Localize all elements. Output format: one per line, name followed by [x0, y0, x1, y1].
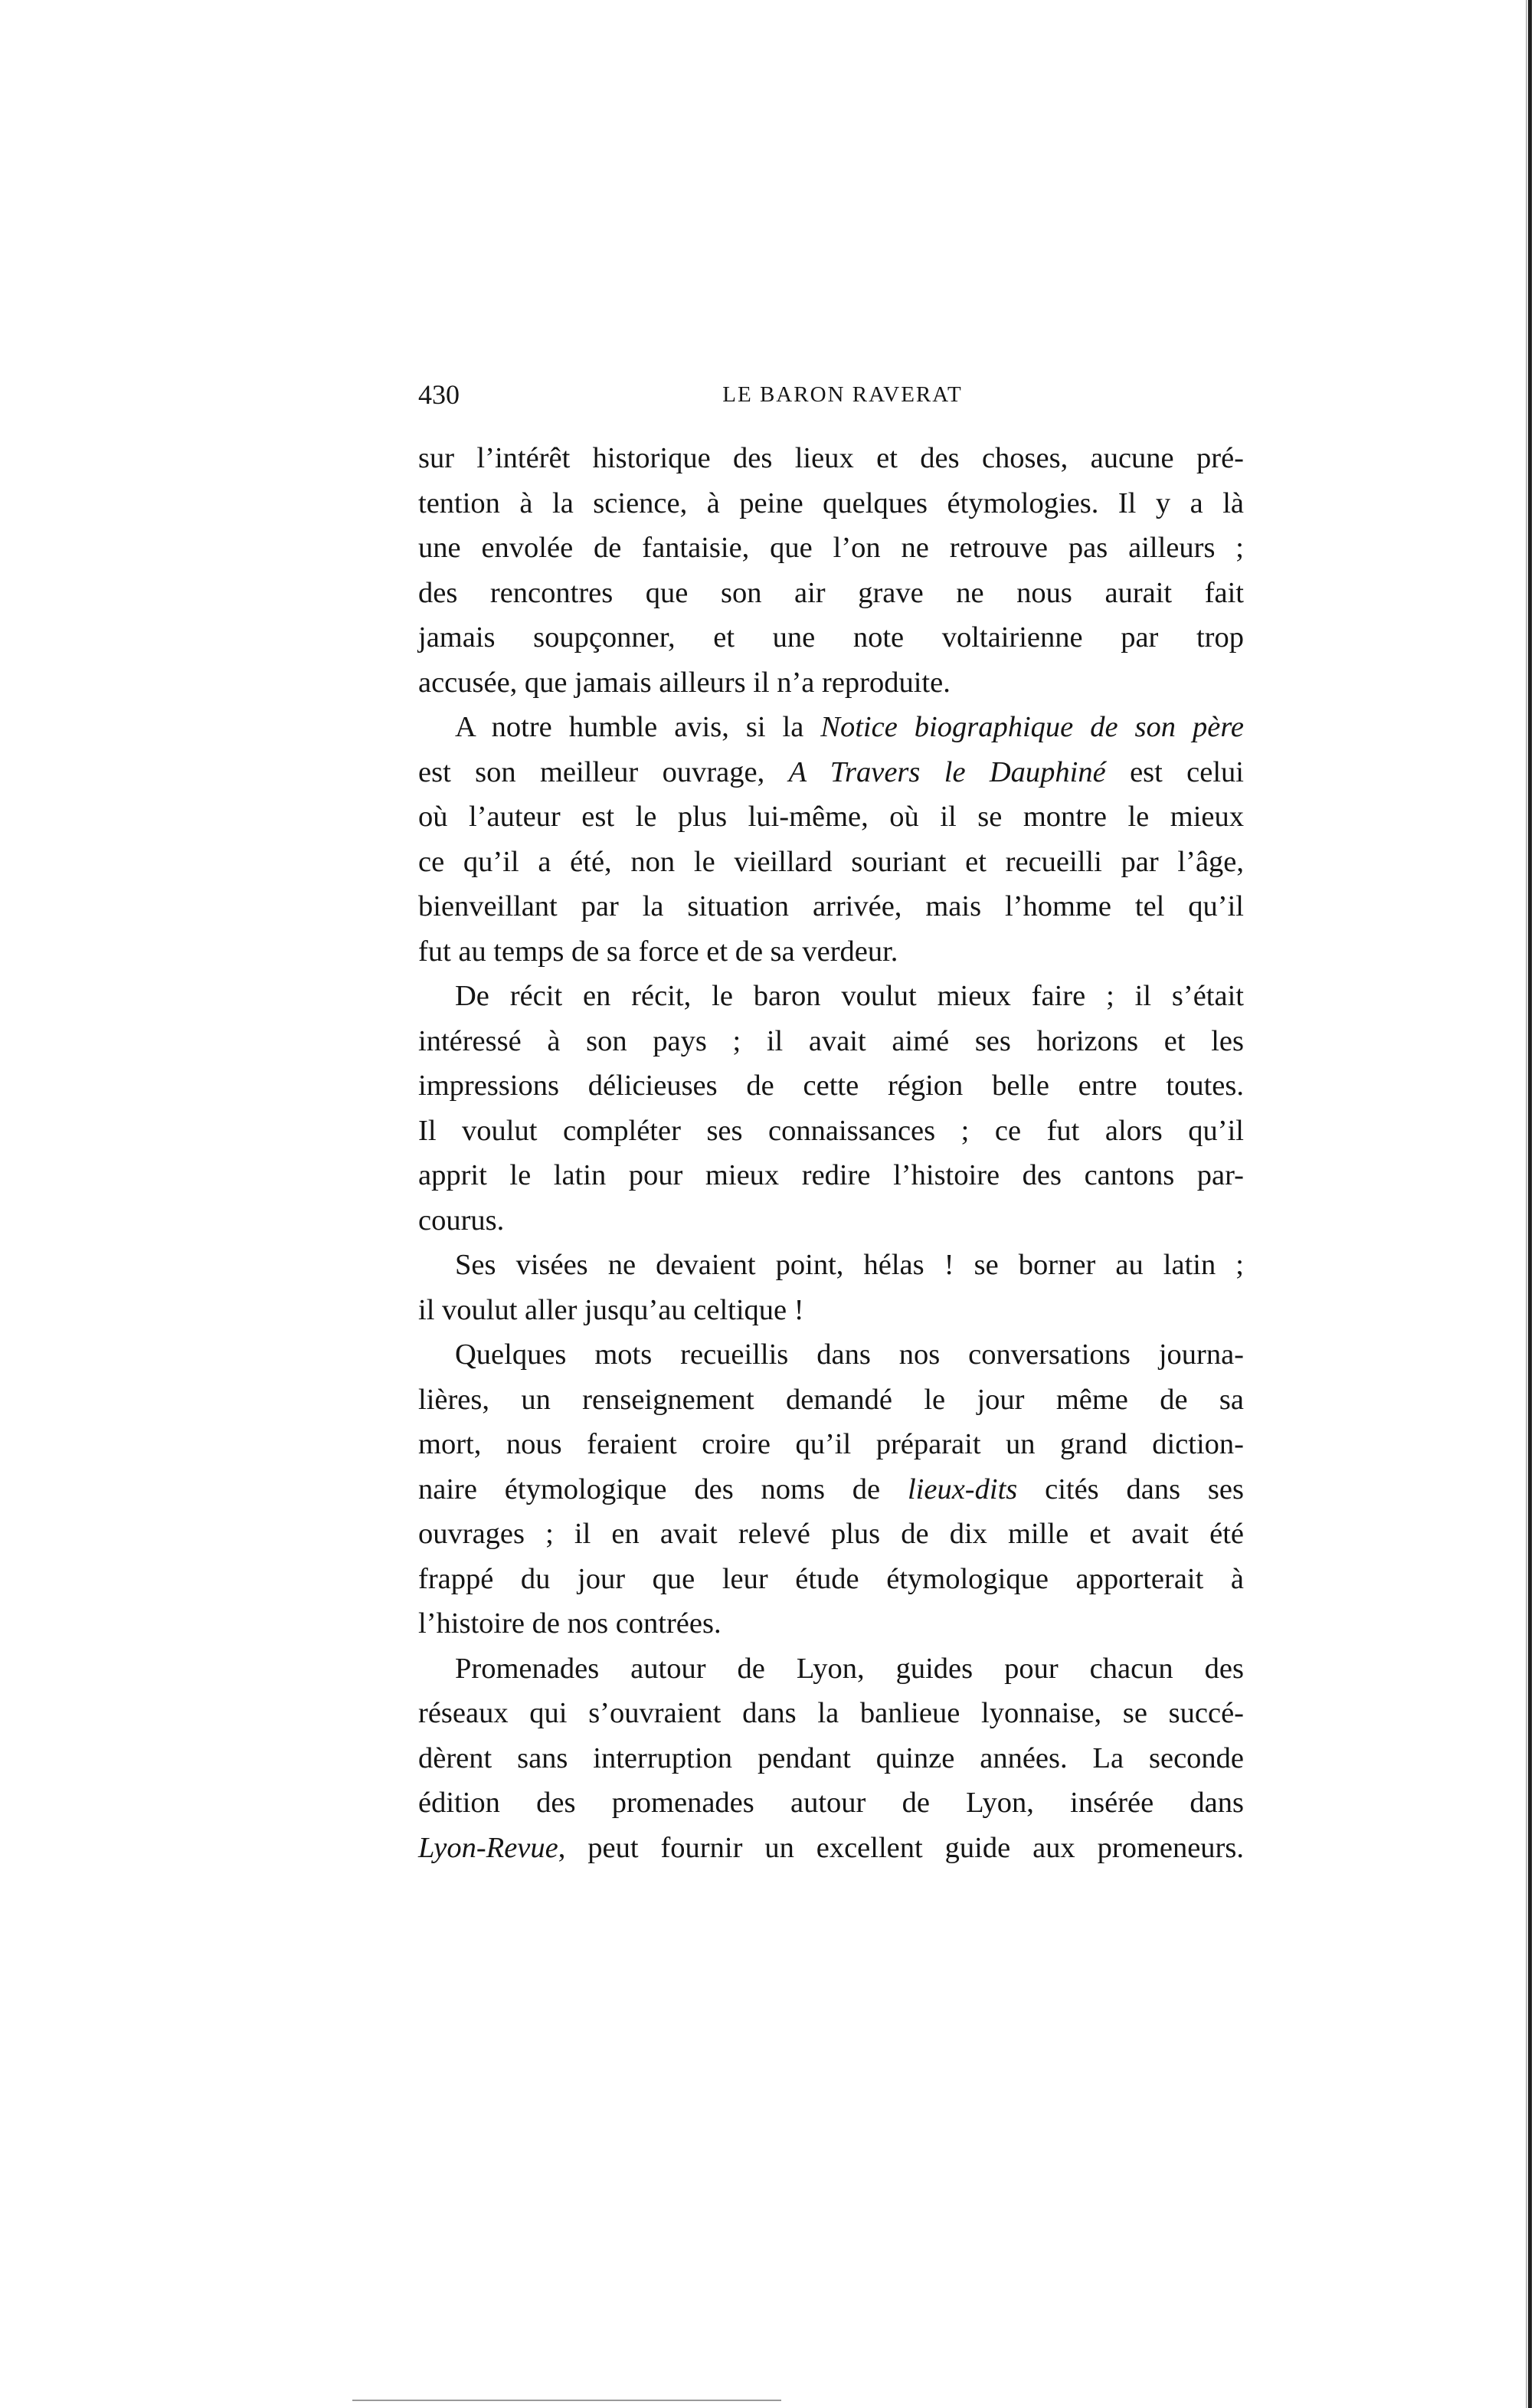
text-line — [418, 1422, 1244, 1467]
text-segment: une envolée de fantaisie, que l’on ne retrouve pas ailleurs ; — [418, 532, 1244, 564]
text-segment: A notre humble avis, si la — [455, 711, 821, 743]
text-line — [418, 974, 1244, 1019]
bottom-scan-line — [352, 2400, 781, 2401]
text-segment: ce qu’il a été, non le vieillard souriant et recueilli par l’âge, — [418, 845, 1244, 878]
text-line — [418, 1019, 1244, 1064]
text-line — [418, 884, 1244, 929]
text-line — [418, 526, 1244, 571]
running-title: LE BARON RAVERAT — [722, 382, 963, 407]
text-segment: accusée, que jamais ailleurs il n’a reproduite. — [418, 666, 951, 699]
text-segment: intéressé à son pays ; il avait aimé ses horizons et les — [418, 1024, 1244, 1057]
text-segment: ouvrages ; il en avait relevé plus de dix mille et avait été — [418, 1518, 1244, 1550]
text-segment: dèrent sans interruption pendant quinze années. La seconde — [418, 1741, 1244, 1774]
text-segment: bienveillant par la situation arrivée, mais l’homme tel qu’il — [418, 890, 1244, 922]
text-line — [418, 1198, 1244, 1243]
text-line — [418, 1691, 1244, 1736]
text-line — [418, 705, 1244, 750]
text-segment: lières, un renseignement demandé le jour même de sa — [418, 1383, 1244, 1416]
text-line — [418, 481, 1244, 526]
text-line — [418, 615, 1244, 660]
body-text — [418, 436, 1244, 1870]
text-line — [418, 929, 1244, 975]
text-segment: De récit en récit, le baron voulut mieux faire ; il s’était — [455, 980, 1244, 1012]
text-line — [418, 1378, 1244, 1423]
text-segment: naire étymologique des noms de — [418, 1473, 908, 1505]
italic-title: A Travers le Dauphiné — [788, 755, 1106, 788]
text-line — [418, 1646, 1244, 1692]
text-segment: frappé du jour que leur étude étymologique apporterait à — [418, 1562, 1244, 1595]
text-segment: jamais soupçonner, et une note voltairienne par trop — [418, 621, 1244, 654]
text-segment: Promenades autour de Lyon, guides pour chacun des — [455, 1652, 1244, 1685]
text-line — [418, 1109, 1244, 1154]
page-number: 430 — [418, 379, 460, 410]
text-line — [418, 1467, 1244, 1512]
text-segment: sur l’intérêt historique des lieux et des choses, aucune pré- — [418, 442, 1244, 474]
text-segment: des rencontres que son air grave ne nous aurait fait — [418, 576, 1244, 609]
text-line — [418, 1332, 1244, 1378]
running-head — [418, 378, 1244, 417]
text-segment: édition des promenades autour de Lyon, insérée dans — [418, 1787, 1244, 1819]
text-segment: est celui — [1105, 755, 1245, 788]
text-line — [418, 1512, 1244, 1557]
text-line — [418, 660, 1244, 706]
page-edge-shadow — [1528, 0, 1532, 2408]
text-segment: cités dans ses — [1017, 1473, 1244, 1505]
text-line — [418, 840, 1244, 885]
text-segment: impressions délicieuses de cette région belle entre toutes. — [418, 1070, 1244, 1102]
text-line — [418, 794, 1244, 840]
text-line — [418, 1288, 1244, 1333]
text-segment: Il voulut compléter ses connaissances ; ce fut alors qu’il — [418, 1114, 1244, 1147]
text-line — [418, 436, 1244, 481]
text-line — [418, 1063, 1244, 1109]
text-line — [418, 1826, 1244, 1871]
text-segment: apprit le latin pour mieux redire l’histoire des cantons par- — [418, 1159, 1244, 1191]
text-line — [418, 1557, 1244, 1602]
italic-title: Lyon-Revue — [418, 1831, 558, 1864]
text-segment: l’histoire de nos contrées. — [418, 1607, 722, 1640]
text-line — [418, 1736, 1244, 1781]
text-segment: fut au temps de sa force et de sa verdeur. — [418, 935, 898, 968]
text-line — [418, 750, 1244, 795]
text-segment: Ses visées ne devaient point, hélas ! se borner au latin ; — [455, 1249, 1244, 1281]
text-line — [418, 571, 1244, 616]
page-edge-shadow-inner — [1526, 0, 1527, 2408]
italic-title: lieux-dits — [907, 1473, 1018, 1505]
text-segment: réseaux qui s’ouvraient dans la banlieue lyonnaise, se succé- — [418, 1697, 1244, 1729]
text-line — [418, 1601, 1244, 1646]
text-line — [418, 1153, 1244, 1198]
text-segment: Quelques mots recueillis dans nos conversations journa- — [455, 1338, 1244, 1371]
text-line — [418, 1243, 1244, 1288]
text-segment: mort, nous feraient croire qu’il préparait un grand diction- — [418, 1428, 1244, 1460]
text-segment: tention à la science, à peine quelques étymologies. Il y a là — [418, 487, 1244, 519]
text-segment: où l’auteur est le plus lui-même, où il se montre le mieux — [418, 801, 1244, 833]
text-segment: , peut fournir un excellent guide aux promeneurs. — [558, 1831, 1244, 1864]
text-segment: il voulut aller jusqu’au celtique ! — [418, 1293, 804, 1326]
text-segment: est son meilleur ouvrage, — [418, 755, 789, 788]
italic-title: Notice biographique de son père — [820, 711, 1245, 743]
text-line — [418, 1781, 1244, 1826]
text-segment: courus. — [418, 1204, 505, 1237]
